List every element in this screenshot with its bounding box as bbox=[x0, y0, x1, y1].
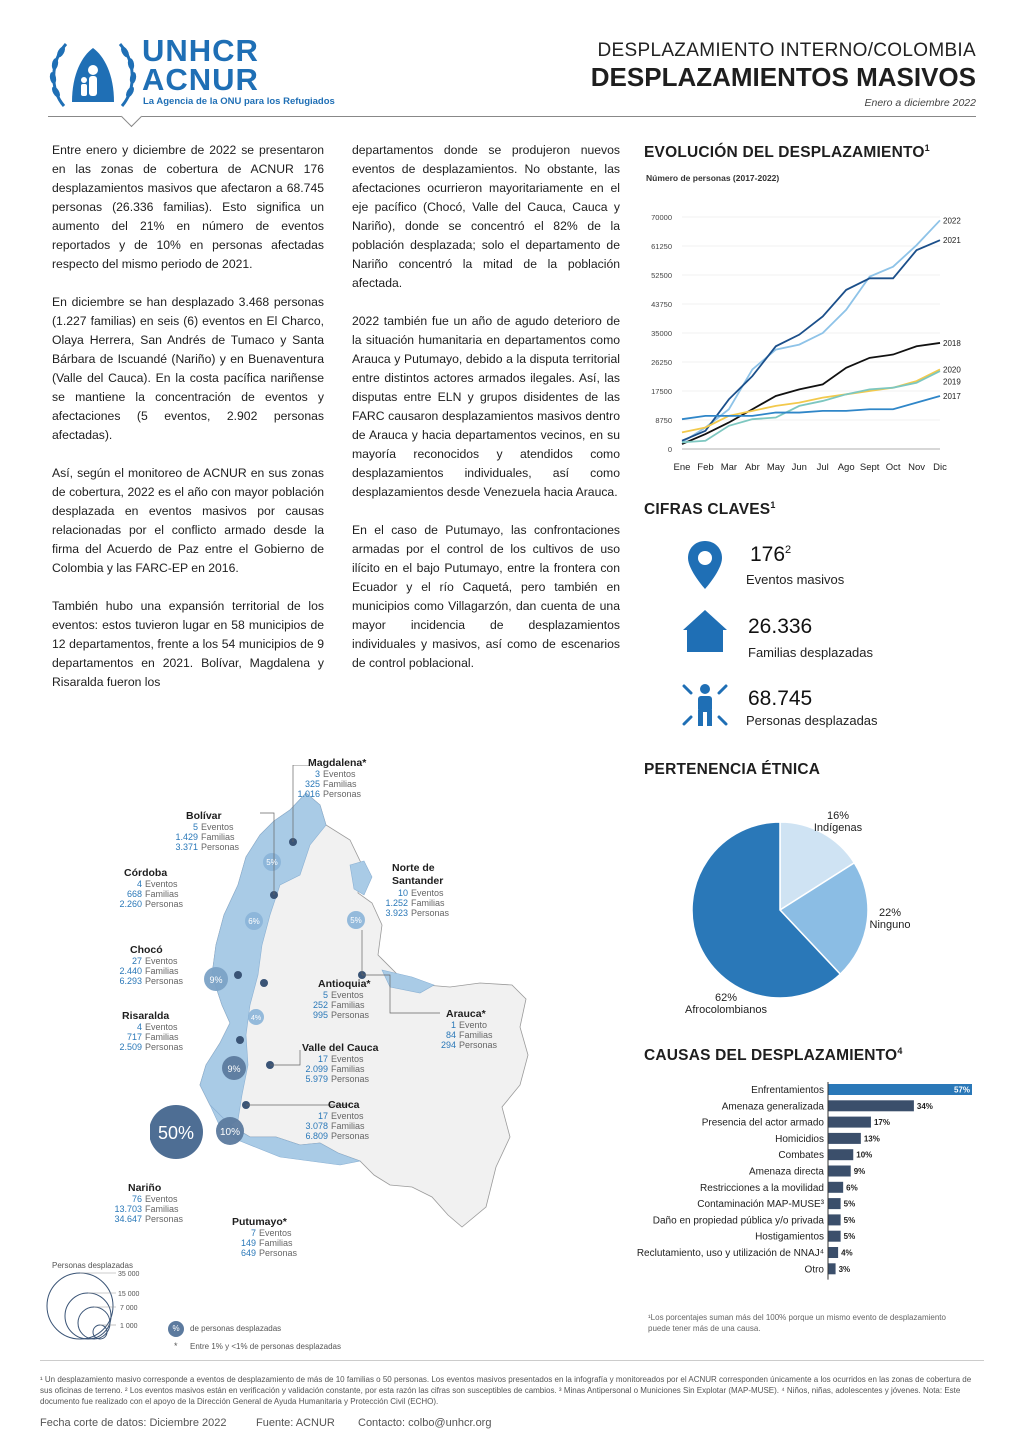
date-range: Enero a diciembre 2022 bbox=[864, 97, 976, 109]
bar-category-label: Hostigamientos bbox=[755, 1231, 824, 1243]
series-label: 2017 bbox=[943, 391, 961, 401]
text-column-1 bbox=[52, 141, 324, 711]
header-divider bbox=[48, 116, 976, 117]
legend-star: * bbox=[174, 1341, 178, 1351]
map-label-risaralda bbox=[114, 1010, 183, 1052]
dept-eventos: 76 bbox=[131, 1194, 142, 1204]
x-tick-label: Jul bbox=[816, 462, 829, 473]
key-figures-title: CIFRAS CLAVES$^1$ bbox=[644, 500, 776, 519]
dept-familias: 2.440 bbox=[119, 966, 142, 976]
bar-category-label: Contaminación MAP-MUSE³ bbox=[697, 1199, 824, 1211]
bubble-label: 10% bbox=[219, 1127, 241, 1138]
label-text: Personas bbox=[259, 1248, 298, 1258]
dept-personas: 2.260 bbox=[119, 899, 142, 909]
dept-personas: 995 bbox=[312, 1010, 328, 1020]
bar bbox=[828, 1117, 871, 1128]
label-text: Familias bbox=[323, 779, 357, 789]
label-text: Familias bbox=[145, 1204, 179, 1214]
label-text: Evento bbox=[459, 1020, 488, 1030]
label-text: Familias bbox=[259, 1238, 293, 1248]
x-tick-label: Jun bbox=[791, 462, 807, 473]
person-displaced-icon bbox=[682, 682, 728, 728]
map-marker bbox=[236, 1036, 244, 1044]
paragraph: En el caso de Putumayo, las confrontaciones armadas por el control de los cultivos de uso ilícito en el bajo Putumayo, entre la frontera con Ecuador y el río Caquetá, pero también en municipios como Villagarzón, dan cuenta de una mayor incidencia de desplazamientos individuales y masivos, así como de escenarios de control poblacional. bbox=[352, 523, 620, 670]
kf-families-label: Familias desplazadas bbox=[748, 645, 874, 660]
label-text: Eventos bbox=[331, 1054, 364, 1064]
label-text: Familias bbox=[145, 966, 179, 976]
dept-personas: 6.809 bbox=[305, 1131, 328, 1141]
bar-category-label: Enfrentamientos bbox=[751, 1085, 824, 1096]
map-label-choco bbox=[116, 944, 183, 986]
dept-personas: 2.509 bbox=[119, 1042, 142, 1052]
map-marker bbox=[234, 971, 242, 979]
label-text: Familias bbox=[145, 1032, 179, 1042]
x-tick-label: Mar bbox=[720, 462, 738, 473]
label-text: Eventos bbox=[411, 888, 444, 898]
series-label: 2018 bbox=[943, 338, 961, 348]
bar-category-label: Amenaza generalizada bbox=[721, 1101, 824, 1113]
x-tick-label: Dic bbox=[933, 462, 947, 473]
bubble-label: 9% bbox=[227, 1064, 241, 1074]
dept-name: Risaralda bbox=[122, 1010, 170, 1022]
bubble-label: 4% bbox=[250, 1015, 262, 1022]
label-text: Familias bbox=[145, 889, 179, 899]
text-column-2 bbox=[352, 141, 620, 692]
label-text: Personas bbox=[145, 1214, 184, 1224]
bar bbox=[828, 1214, 841, 1225]
label-text: Eventos bbox=[145, 1022, 178, 1032]
dept-familias: 325 bbox=[304, 779, 320, 789]
footer-cutoff: Fecha corte de datos: Diciembre 2022 bbox=[40, 1417, 227, 1429]
dept-name: Bolívar bbox=[186, 810, 222, 822]
map-label-bolivar bbox=[172, 810, 239, 852]
pie-label-indigenas bbox=[806, 810, 870, 834]
dept-personas: 3.923 bbox=[385, 908, 408, 918]
label-text: Personas bbox=[331, 1010, 370, 1020]
dept-eventos: 17 bbox=[317, 1111, 328, 1121]
kf-events-value: $176^2$ bbox=[750, 543, 792, 566]
paragraph: 2022 también fue un año de agudo deterioro de la situación humanitaria en departamentos como Arauca y Putumayo, debido a la disputa territorial entre distintos actores armados ilegales. Así, las disputas entre ELN y grupos disidentes de las FARC causaron desplazamientos masivos dentro de Arauca y hacia departamentos vecinos, en su mayoría reconocidos y atendidos como desplazamientos individuales, así como desplazamientos desde Venezuela hacia Arauca. bbox=[352, 314, 620, 499]
dept-eventos: 1 bbox=[450, 1020, 456, 1030]
bubble-label: 50% bbox=[157, 1123, 195, 1143]
bar-value-label: 9% bbox=[853, 1167, 866, 1176]
legend-scale-4: 1 000 bbox=[120, 1323, 138, 1330]
causes-bar-chart bbox=[590, 1082, 976, 1282]
dept-familias: 252 bbox=[312, 1000, 328, 1010]
pie-label-ninguno bbox=[862, 907, 918, 931]
unhcr-emblem-icon bbox=[48, 34, 138, 116]
dept-familias: 1.252 bbox=[385, 898, 408, 908]
legend-scale-1: 35 000 bbox=[118, 1271, 140, 1278]
kf-persons-value: 68.745 bbox=[748, 687, 813, 710]
series-label: 2020 bbox=[943, 365, 961, 375]
x-tick-label: Sept bbox=[859, 462, 880, 473]
dept-eventos: 10 bbox=[397, 888, 408, 898]
label-text: Familias bbox=[331, 1000, 365, 1010]
bubble-label: 9% bbox=[209, 975, 223, 985]
dept-personas: 3.371 bbox=[175, 842, 198, 852]
series-line-2021 bbox=[682, 240, 940, 441]
bar bbox=[828, 1231, 841, 1242]
bar-value-label: 17% bbox=[873, 1118, 890, 1128]
dept-name: Córdoba bbox=[124, 867, 168, 879]
bar-value-label: 5% bbox=[843, 1199, 856, 1209]
page-supertitle: DESPLAZAMIENTO INTERNO/COLOMBIA bbox=[597, 40, 976, 61]
label-text: Eventos bbox=[201, 822, 234, 832]
footer-source: Fuente: ACNUR bbox=[256, 1417, 335, 1429]
dept-name: Norte de Santander bbox=[392, 862, 444, 887]
bar bbox=[828, 1133, 861, 1144]
label-text: Eventos bbox=[145, 879, 178, 889]
bar bbox=[828, 1182, 843, 1193]
bar-value-label: 3% bbox=[838, 1264, 851, 1274]
bar-category-label: Reclutamiento, uso y utilización de NNAJ⁴ bbox=[636, 1248, 824, 1259]
label-text: Familias bbox=[201, 832, 235, 842]
legend-scale-2: 15 000 bbox=[118, 1291, 140, 1298]
label-text: Personas bbox=[145, 976, 184, 986]
bar-value-label: 4% bbox=[841, 1248, 853, 1258]
location-pin-icon bbox=[688, 541, 722, 589]
map-label-putumayo bbox=[230, 1216, 297, 1258]
label-text: Familias bbox=[411, 898, 445, 908]
map-label-norte-santander bbox=[384, 862, 462, 918]
dept-eventos: 27 bbox=[131, 956, 142, 966]
label-text: Eventos bbox=[145, 1194, 178, 1204]
dept-name: Nariño bbox=[128, 1182, 162, 1194]
dept-name: Putumayo* bbox=[232, 1216, 287, 1228]
series-line-2020 bbox=[682, 369, 940, 432]
series-label: 2022 bbox=[943, 216, 961, 226]
map-label-arauca bbox=[440, 1008, 497, 1050]
kf-families-value: 26.336 bbox=[748, 615, 813, 638]
causes-title: CAUSAS DEL DESPLAZAMIENTO$^4$ bbox=[644, 1046, 903, 1065]
x-tick-label: Ene bbox=[673, 462, 691, 473]
legend-circle bbox=[78, 1307, 110, 1339]
y-tick-label: 61250 bbox=[651, 242, 672, 251]
bar-category-label: Homicidios bbox=[775, 1133, 824, 1145]
dept-name: Chocó bbox=[130, 944, 163, 956]
map-legend-title: Personas desplazadas bbox=[52, 1261, 133, 1270]
y-tick-label: 35000 bbox=[651, 329, 672, 338]
map-label-cordoba bbox=[114, 867, 183, 909]
map-label-antioquia bbox=[310, 978, 371, 1020]
dept-eventos: 4 bbox=[136, 879, 142, 889]
pie-pct: 16% bbox=[826, 810, 850, 822]
dept-name: Antioquia* bbox=[318, 978, 371, 990]
label-text: Eventos bbox=[323, 769, 356, 779]
x-tick-label: May bbox=[766, 462, 785, 473]
pie-label: Afrocolombianos bbox=[685, 1004, 767, 1016]
bar bbox=[828, 1247, 838, 1258]
y-tick-label: 0 bbox=[667, 445, 672, 454]
footer-notes: ¹ Un desplazamiento masivo corresponde a eventos de desplazamiento de más de 10 familias o 50 personas. Los eventos masivos presentados en la infografía y monitoreados por el ACNUR corresponden únicamente a los ocurridos en las zonas de cobertura de sus oficinas de terreno. ² Los eventos masivos están en verificación y validación constante, por esta razón las cifras son susceptibles de cambios. ³ Minas Antipersonal o Municiones Sin Explotar (MAP-MUSE). ⁴ Niños, niñas, adolescentes y jóvenes. Nota: Este documento fue realizado con el apoyo de la Dirección General de Ayuda Humanitaria y Protección Civil (ECHO). bbox=[40, 1375, 972, 1406]
legend-pct-text: de personas desplazadas bbox=[190, 1324, 282, 1333]
map-label-narino bbox=[110, 1182, 183, 1224]
label-text: Familias bbox=[331, 1121, 365, 1131]
dept-familias: 717 bbox=[126, 1032, 142, 1042]
label-text: Eventos bbox=[259, 1228, 292, 1238]
x-tick-label: Oct bbox=[885, 462, 901, 473]
x-tick-label: Abr bbox=[744, 462, 760, 473]
bubble-label: 6% bbox=[248, 917, 260, 926]
bar-category-label: Daño en propiedad pública y/o privada bbox=[652, 1215, 824, 1227]
dept-personas: 1.016 bbox=[297, 789, 320, 799]
map-label-magdalena bbox=[296, 757, 366, 799]
dept-personas: 6.293 bbox=[119, 976, 142, 986]
series-label: 2019 bbox=[943, 377, 961, 387]
x-tick-label: Nov bbox=[908, 462, 925, 473]
bar-value-label: 5% bbox=[843, 1215, 856, 1225]
bar-category-label: Presencia del actor armado bbox=[701, 1117, 824, 1129]
label-text: Personas bbox=[201, 842, 240, 852]
bar-category-label: Amenaza directa bbox=[748, 1166, 824, 1178]
dept-familias: 149 bbox=[240, 1238, 256, 1248]
label-text: Personas bbox=[331, 1074, 370, 1084]
bar-value-label: 57% bbox=[953, 1085, 970, 1095]
pie-label: Indígenas bbox=[813, 822, 863, 834]
bar-category-label: Otro bbox=[804, 1264, 824, 1276]
footer-contact: Contacto: colbo@unhcr.org bbox=[358, 1417, 492, 1429]
dept-name: Cauca bbox=[328, 1099, 360, 1111]
dept-eventos: 3 bbox=[314, 769, 320, 779]
paragraph: Así, según el monitoreo de ACNUR en sus zonas de cobertura, 2022 es el año con mayor población desplazada en eventos masivos por causas relacionadas por el conflicto armado desde la firma del Acuerdo de Paz entre el Gobierno de Colombia y las FARC-EP en 2016. bbox=[52, 466, 324, 575]
pie-label-afro bbox=[666, 992, 786, 1016]
bar bbox=[828, 1198, 841, 1209]
x-tick-label: Feb bbox=[697, 462, 714, 473]
label-text: Familias bbox=[459, 1030, 493, 1040]
label-text: Personas bbox=[331, 1131, 370, 1141]
page-title: DESPLAZAMIENTOS MASIVOS bbox=[590, 62, 976, 92]
label-text: Personas bbox=[411, 908, 450, 918]
bar bbox=[828, 1100, 914, 1111]
legend-circle bbox=[65, 1293, 111, 1339]
causes-note: ¹Los porcentajes suman más del 100% porque un mismo evento de desplazamiento puede tener más de una causa. bbox=[648, 1313, 946, 1333]
ethnicity-pie-chart bbox=[690, 820, 870, 1000]
y-tick-label: 17500 bbox=[651, 387, 672, 396]
paragraph: En diciembre se han desplazado 3.468 personas (1.227 familias) en seis (6) eventos en El Charco, Olaya Herrera, San Andrés de Tumaco y Santa Bárbara de Iscuandé (Nariño) y en Buenaventura (Valle del Cauca). En la costa pacífica nariñense se mantiene la concentración de eventos y afectaciones (5 eventos, 2.902 personas afectadas). bbox=[52, 295, 324, 442]
dept-familias: 668 bbox=[126, 889, 142, 899]
bubble-label: 5% bbox=[350, 916, 362, 925]
dept-eventos: 5 bbox=[322, 990, 328, 1000]
dept-eventos: 5 bbox=[192, 822, 198, 832]
bar bbox=[828, 1166, 851, 1177]
label-text: Personas bbox=[459, 1040, 498, 1050]
bar-value-label: 10% bbox=[856, 1150, 873, 1160]
dept-eventos: 17 bbox=[317, 1054, 328, 1064]
kf-persons-label: Personas desplazadas bbox=[746, 713, 878, 728]
dept-familias: 13.703 bbox=[114, 1204, 142, 1214]
legend-pct-icon: % bbox=[168, 1321, 184, 1337]
y-tick-label: 43750 bbox=[651, 300, 672, 309]
paragraph: También hubo una expansión territorial de los eventos: estos tuvieron lugar en 58 municipios de 12 departamentos, frente a los 54 municipios de 9 departamentos en 2021. Bolívar, Magdalena y Risaralda fueron los bbox=[52, 599, 324, 689]
bar bbox=[828, 1263, 836, 1274]
dept-name: Valle del Cauca bbox=[302, 1042, 379, 1054]
dept-name: Magdalena* bbox=[308, 757, 367, 769]
bar-value-label: 13% bbox=[863, 1134, 880, 1144]
logo-tagline: La Agencia de la ONU para los Refugiados bbox=[143, 96, 335, 107]
dept-familias: 84 bbox=[445, 1030, 456, 1040]
label-text: Personas bbox=[323, 789, 362, 799]
dept-eventos: 4 bbox=[136, 1022, 142, 1032]
y-tick-label: 26250 bbox=[651, 358, 672, 367]
bar-value-label: 5% bbox=[843, 1232, 856, 1242]
dept-personas: 649 bbox=[240, 1248, 256, 1258]
x-tick-label: Ago bbox=[837, 462, 855, 473]
paragraph: Entre enero y diciembre de 2022 se presentaron en las zonas de cobertura de ACNUR 176 desplazamientos masivos que afectaron a 68.745 personas (26.336 familias). Esto significa un aumento del 21% en número de eventos reportados y de 10% en personas afectadas respecto del mismo periodo de 2021. bbox=[52, 143, 324, 271]
bar bbox=[828, 1084, 972, 1095]
label-text: Familias bbox=[331, 1064, 365, 1074]
legend-star-text: Entre 1% y <1% de personas desplazadas bbox=[190, 1342, 341, 1351]
bar bbox=[828, 1149, 853, 1160]
logo-unhcr-text: UNHCR bbox=[142, 33, 259, 68]
legend-scale-3: 7 000 bbox=[120, 1305, 138, 1312]
dept-familias: 1.429 bbox=[175, 832, 198, 842]
kf-events-label: Eventos masivos bbox=[746, 572, 845, 587]
y-tick-label: 8750 bbox=[655, 416, 672, 425]
map-label-cauca bbox=[300, 1099, 369, 1141]
dept-personas: 34.647 bbox=[114, 1214, 142, 1224]
bar-value-label: 34% bbox=[916, 1101, 933, 1111]
label-text: Eventos bbox=[145, 956, 178, 966]
pie-pct: 22% bbox=[878, 907, 902, 919]
house-icon bbox=[683, 610, 727, 652]
label-text: Personas bbox=[145, 1042, 184, 1052]
label-text: Eventos bbox=[331, 1111, 364, 1121]
y-tick-label: 52500 bbox=[651, 271, 672, 280]
dept-familias: 3.078 bbox=[305, 1121, 328, 1131]
dept-name: Arauca* bbox=[446, 1008, 486, 1020]
bubble-label: 5% bbox=[266, 858, 278, 867]
legend-circle bbox=[47, 1273, 113, 1339]
map-label-valle-cauca bbox=[300, 1042, 378, 1084]
series-line-2018 bbox=[682, 343, 940, 444]
map-marker bbox=[260, 979, 268, 987]
evolution-line-chart bbox=[640, 205, 976, 477]
dept-familias: 2.099 bbox=[305, 1064, 328, 1074]
logo-acnur-text: ACNUR bbox=[142, 62, 259, 97]
pie-pct: 62% bbox=[714, 992, 738, 1004]
pie-label: Ninguno bbox=[869, 919, 911, 931]
dept-personas: 5.979 bbox=[305, 1074, 328, 1084]
label-text: Personas bbox=[145, 899, 184, 909]
dept-eventos: 7 bbox=[250, 1228, 256, 1238]
y-tick-label: 70000 bbox=[651, 213, 672, 222]
ethnicity-title: PERTENENCIA ÉTNICA bbox=[644, 761, 821, 778]
series-label: 2021 bbox=[943, 236, 961, 246]
dept-personas: 294 bbox=[440, 1040, 456, 1050]
evolution-title: EVOLUCIÓN DEL DESPLAZAMIENTO$^1$ bbox=[644, 143, 930, 162]
paragraph: departamentos donde se produjeron nuevos eventos de desplazamientos. No obstante, las afectaciones ocurrieron mayoritariamente en el eje pacífico (Chocó, Valle del Cauca, Cauca y Nariño), donde se concentró el 82% de la población desplazada; solo el departamento de Nariño concentró la mitad de la población afectada. bbox=[352, 143, 620, 290]
bar-category-label: Restricciones a la movilidad bbox=[700, 1182, 824, 1194]
label-text: Eventos bbox=[331, 990, 364, 1000]
footer-divider bbox=[40, 1360, 984, 1361]
bar-value-label: 6% bbox=[846, 1183, 858, 1193]
bar-category-label: Combates bbox=[778, 1150, 824, 1162]
evolution-subtitle: Número de personas (2017-2022) bbox=[646, 173, 780, 183]
